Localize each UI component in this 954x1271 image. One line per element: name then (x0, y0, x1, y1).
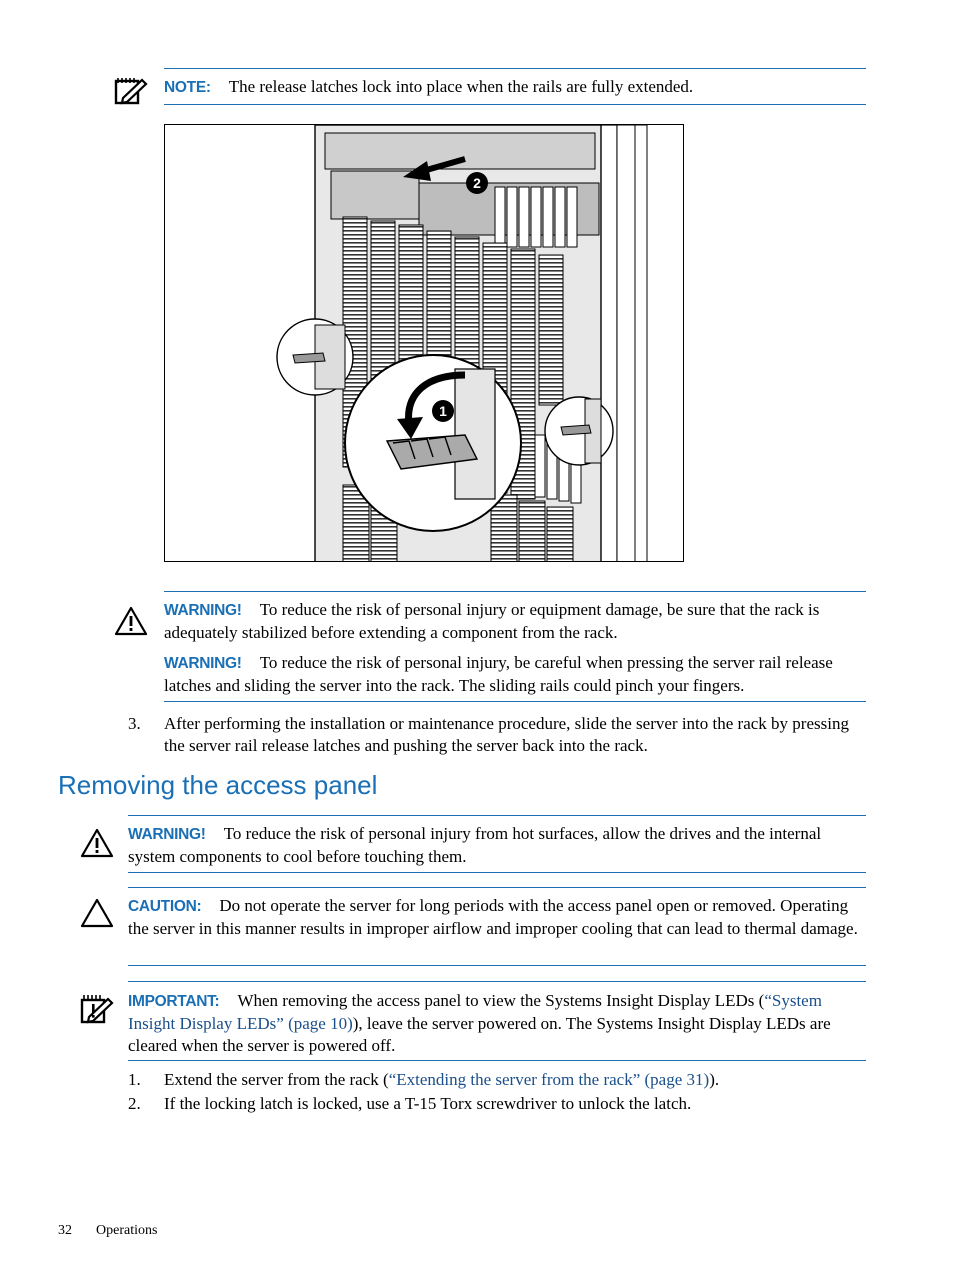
warnings-rule-top (164, 591, 866, 592)
note-text: The release latches lock into place when the rails are fully extended. (228, 77, 694, 96)
server-extension-illustration (165, 125, 684, 562)
warning-triangle-icon (114, 606, 148, 636)
important-rule-top (128, 981, 866, 982)
warning-label-2: WARNING! (164, 655, 242, 672)
caution-text: Do not operate the server for long periods with the access panel open or removed. Operating the server in this manner results in improper airflow and improper cooling that can lead to thermal damage. (128, 896, 858, 938)
system-insight-display-link[interactable]: “System Insight Display LEDs” (page 10) (128, 991, 822, 1033)
step-1-text (164, 1069, 866, 1091)
step-1-number: 1. (128, 1070, 141, 1089)
extending-server-link[interactable]: “Extending the server from the rack” (page 31) (388, 1070, 710, 1089)
warning-rack-stability (164, 599, 868, 644)
note-label: NOTE: (164, 79, 211, 96)
caution-paragraph (128, 895, 868, 940)
warning-hot-label: WARNING! (128, 826, 206, 843)
warning-text-2: To reduce the risk of personal injury, be careful when pressing the server rail release latches and sliding the server into the rack. The sliding rails could pinch your fingers. (164, 653, 833, 695)
important-pencil-icon (80, 993, 114, 1025)
warning-triangle-icon-2 (80, 828, 114, 858)
note-rule-bottom (164, 104, 866, 105)
step-3-text: After performing the installation or maintenance procedure, slide the server into the rack by pressing the server rail release latches and pushing the server back into the rack. (164, 714, 849, 755)
caution-triangle-icon (80, 898, 114, 928)
step-2-text: If the locking latch is locked, use a T-15 Torx screwdriver to unlock the latch. (164, 1094, 692, 1113)
hot-warning-rule-bottom (128, 872, 866, 873)
warning-label-1: WARNING! (164, 602, 242, 619)
footer-section: Operations (96, 1223, 158, 1238)
upper-drive-bays (495, 187, 577, 247)
warning-hot-text: To reduce the risk of personal injury from hot surfaces, allow the drives and the internal system components to cool before touching them. (128, 824, 822, 866)
note-pencil-icon (114, 76, 148, 106)
callout-1-label: 1 (439, 403, 447, 419)
important-paragraph (128, 990, 866, 1057)
callout-2-label: 2 (473, 175, 481, 191)
warning-rail-pinch (164, 652, 870, 697)
caution-label: CAUTION: (128, 898, 202, 915)
step-1-text-after: ). (709, 1070, 720, 1089)
warning-text-1: To reduce the risk of personal injury or equipment damage, be sure that the rack is adequately stabilized before extending a component from the rack. (164, 600, 820, 642)
step-2-number: 2. (128, 1094, 141, 1113)
warnings-rule-bottom (164, 701, 866, 702)
hot-warning-rule-top (128, 815, 866, 816)
important-rule-bottom (128, 1060, 866, 1061)
note-rule-top (164, 68, 866, 69)
caution-rule-bottom (128, 965, 866, 966)
step-1-text-before: Extend the server from the rack ( (164, 1070, 389, 1089)
warning-hot-surfaces (128, 823, 866, 868)
important-text-after: ), leave the server powered on. The Systems Insight Display LEDs are cleared when the server is powered off. (128, 1014, 831, 1055)
caution-rule-top (128, 887, 866, 888)
important-label: IMPORTANT: (128, 993, 220, 1010)
section-title: Removing the access panel (58, 770, 378, 800)
note-paragraph (164, 76, 866, 99)
important-text-before: When removing the access panel to view the Systems Insight Display LEDs ( (237, 991, 765, 1010)
page-number: 32 (58, 1223, 72, 1238)
server-rack-figure (164, 124, 684, 562)
step-3-number: 3. (128, 714, 141, 733)
